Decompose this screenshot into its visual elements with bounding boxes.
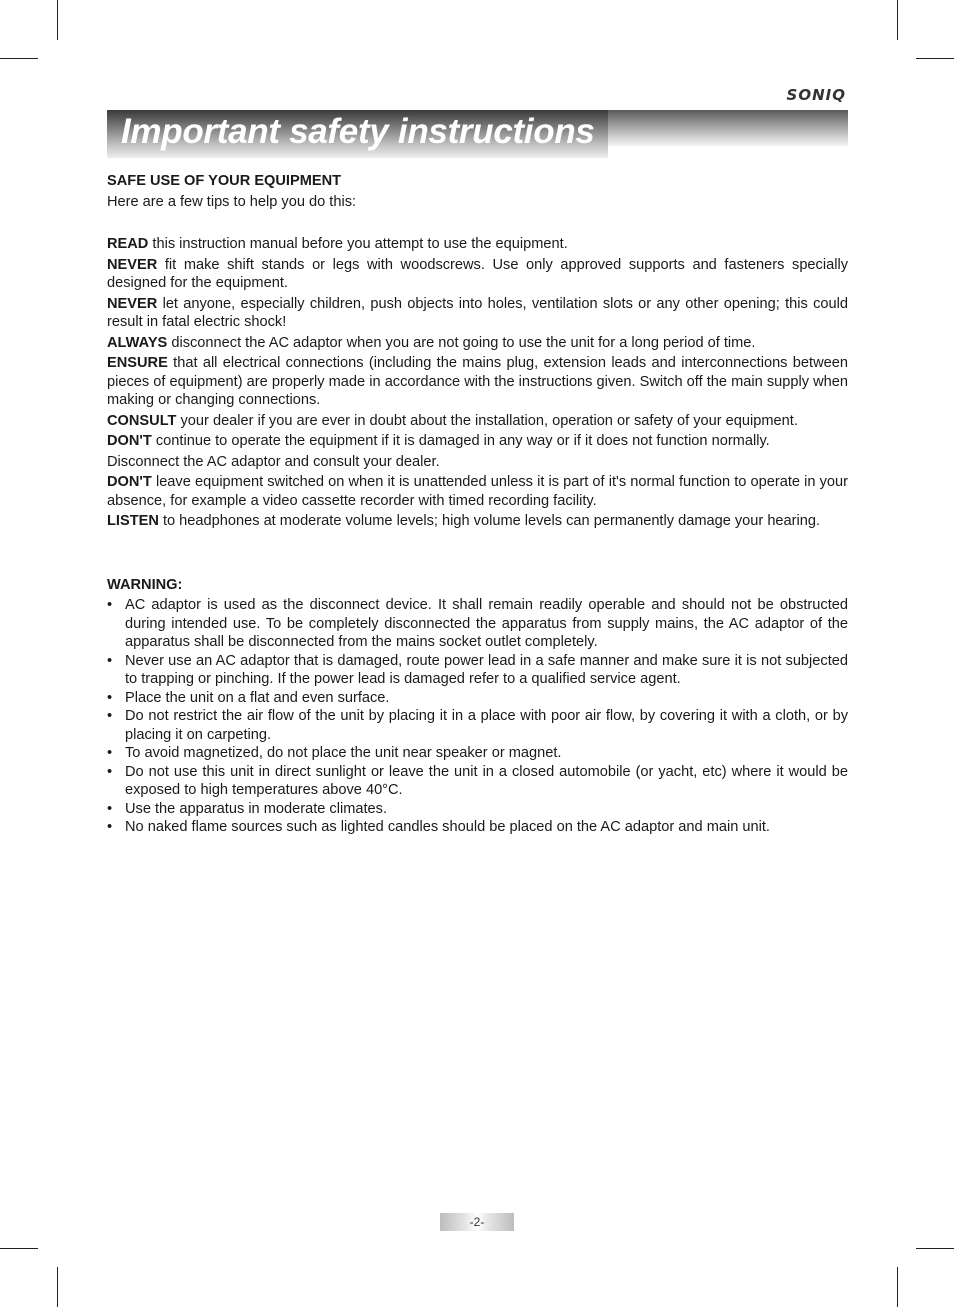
crop-mark [916, 58, 954, 59]
warning-text: To avoid magnetized, do not place the unit near speaker or magnet. [125, 745, 562, 761]
crop-mark [0, 58, 38, 59]
safe-use-text: your dealer if you are ever in doubt about the installation, operation or safety of your equipment. [176, 412, 798, 429]
safe-use-item [107, 334, 848, 353]
safe-use-key: CONSULT [107, 412, 177, 429]
safe-use-item [107, 295, 848, 332]
title-banner-right [608, 110, 848, 146]
safe-use-text: disconnect the AC adaptor when you are not going to use the unit for a long period of time. [167, 334, 756, 351]
safe-use-heading: SAFE USE OF YOUR EQUIPMENT [107, 173, 342, 189]
safe-use-text: Disconnect the AC adaptor and consult your dealer. [107, 453, 440, 470]
bullet-icon: • [107, 597, 113, 613]
crop-mark [897, 0, 898, 40]
safe-use-item [107, 354, 848, 410]
safe-use-key: DON'T [107, 474, 152, 490]
safe-use-key: ALWAYS [107, 334, 168, 351]
warning-heading: WARNING: [107, 576, 183, 593]
safe-use-item [107, 453, 848, 472]
bullet-icon: • [107, 745, 113, 761]
safe-use-key: NEVER [107, 295, 158, 312]
warning-item [107, 652, 848, 689]
safe-use-key: ENSURE [107, 355, 168, 371]
safe-use-text: that all electrical connections (including the mains plug, extension leads and interconnections between pieces of equipment) are properly made in accordance with the instructions given. Switch off the main supply when making or changing connections. [107, 355, 848, 408]
warning-item [107, 596, 848, 652]
crop-mark [57, 0, 58, 40]
safe-use-text: fit make shift stands or legs with woodscrews. Use only approved supports and fasteners specially designed for the equipment. [107, 256, 848, 291]
safe-use-item [107, 412, 848, 431]
warning-item [107, 763, 848, 800]
bullet-icon: • [107, 689, 113, 706]
crop-mark [916, 1248, 954, 1249]
safe-use-item [107, 256, 848, 293]
bullet-icon: • [107, 652, 113, 669]
warning-text: No naked flame sources such as lighted candles should be placed on the AC adaptor and main unit. [125, 819, 770, 835]
safe-use-text: leave equipment switched on when it is unattended unless it is part of it's normal function to operate in your absence, for example a video cassette recorder with timed recording facility. [107, 474, 848, 509]
bullet-icon: • [107, 708, 113, 724]
bullet-icon: • [107, 800, 113, 817]
safe-use-text: this instruction manual before you attempt to use the equipment. [148, 236, 568, 252]
bullet-icon: • [107, 819, 113, 835]
crop-mark [897, 1267, 898, 1307]
safe-use-text: let anyone, especially children, push objects into holes, ventilation slots or any other opening; this could result in fatal electric shock! [107, 295, 848, 330]
main-content [107, 172, 848, 837]
warning-text: Do not restrict the air flow of the unit by placing it in a place with poor air flow, by covering it with a cloth, or by placing it on carpeting. [125, 708, 848, 743]
safe-use-item [107, 235, 848, 254]
warning-text: AC adaptor is used as the disconnect device. It shall remain readily operable and should not be obstructed during intended use. To be completely disconnected the apparatus from supply mains, the AC adaptor of the apparatus shall be disconnected from the mains socket outlet completely. [125, 597, 848, 650]
warning-item [107, 800, 848, 819]
safe-use-item [107, 512, 848, 531]
page-number: -2- [440, 1213, 514, 1231]
warning-text: Do not use this unit in direct sunlight or leave the unit in a closed automobile (or yacht, etc) where it would be exposed to high temperatures above 40°C. [125, 763, 848, 798]
safe-use-key: NEVER [107, 256, 158, 273]
warning-text: Place the unit on a flat and even surface. [125, 689, 390, 706]
safe-use-item [107, 473, 848, 510]
crop-mark [57, 1267, 58, 1307]
warning-item [107, 689, 848, 708]
warning-item [107, 818, 848, 837]
safe-use-text: to headphones at moderate volume levels; high volume levels can permanently damage your hearing. [158, 513, 821, 529]
safe-use-item [107, 432, 848, 451]
safe-use-key: DON'T [107, 433, 152, 449]
safe-use-key: READ [107, 236, 149, 252]
page-title: Important safety instructions [121, 112, 595, 151]
brand-logo: SONIQ [786, 86, 846, 104]
safe-use-text: continue to operate the equipment if it is damaged in any way or if it does not function normally. [151, 433, 770, 449]
title-banner [107, 110, 848, 158]
crop-mark [0, 1248, 38, 1249]
bullet-icon: • [107, 763, 113, 780]
warning-item [107, 707, 848, 744]
safe-use-intro: Here are a few tips to help you do this: [107, 193, 357, 210]
warning-text: Use the apparatus in moderate climates. [125, 800, 388, 817]
warning-item [107, 744, 848, 763]
safe-use-key: LISTEN [107, 513, 159, 529]
warning-text: Never use an AC adaptor that is damaged, route power lead in a safe manner and make sure it is not subjected to trapping or pinching. If the power lead is damaged refer to a qualified service agent. [125, 652, 848, 687]
warning-list [107, 596, 848, 837]
